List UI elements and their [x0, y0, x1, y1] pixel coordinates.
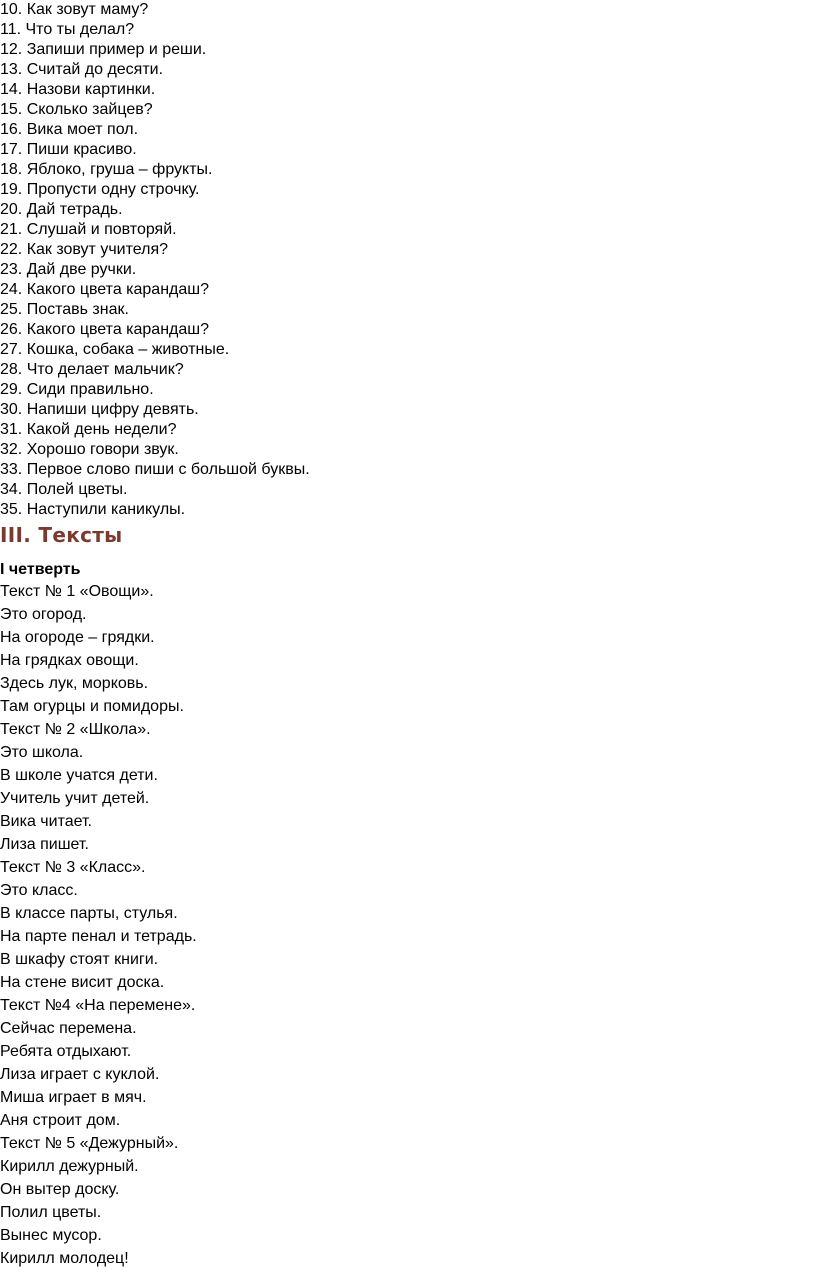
list-item: 25. Поставь знак.	[0, 301, 129, 318]
list-item: 13. Считай до десяти.	[0, 61, 164, 78]
text-line: Кирилл молодец!	[0, 1250, 129, 1267]
list-item: 21. Слушай и повторяй.	[0, 221, 177, 238]
list-item: 14. Назови картинки.	[0, 81, 156, 98]
list-item: 31. Какой день недели?	[0, 421, 177, 438]
list-item: 11. Что ты делал?	[0, 21, 135, 38]
list-item: 17. Пиши красиво.	[0, 141, 137, 158]
text-title: Текст № 3 «Класс».	[0, 859, 146, 876]
list-item: 15. Сколько зайцев?	[0, 101, 153, 118]
text-line: Полил цветы.	[0, 1204, 102, 1221]
list-item: 20. Дай тетрадь.	[0, 201, 123, 218]
texts-content	[0, 580, 816, 1270]
text-line: На грядках овощи.	[0, 652, 139, 669]
list-item: 27. Кошка, собака – животные.	[0, 341, 230, 358]
list-item: 29. Сиди правильно.	[0, 381, 154, 398]
list-item: 30. Напиши цифру девять.	[0, 401, 199, 418]
list-item: 16. Вика моет пол.	[0, 121, 139, 138]
text-line: Аня строит дом.	[0, 1112, 121, 1129]
text-line: В шкафу стоят книги.	[0, 951, 159, 968]
text-line: Там огурцы и помидоры.	[0, 698, 184, 715]
list-item: 19. Пропусти одну строчку.	[0, 181, 200, 198]
text-line: Кирилл дежурный.	[0, 1158, 139, 1175]
list-item: 24. Какого цвета карандаш?	[0, 281, 210, 298]
text-line: Здесь лук, морковь.	[0, 675, 149, 692]
text-line: Сейчас перемена.	[0, 1020, 137, 1037]
text-title: Текст № 2 «Школа».	[0, 721, 151, 738]
text-line: Ребята отдыхают.	[0, 1043, 132, 1060]
text-line: Лиза пишет.	[0, 836, 89, 853]
text-line: На парте пенал и тетрадь.	[0, 928, 197, 945]
text-line: На стене висит доска.	[0, 974, 165, 991]
text-line: В школе учатся дети.	[0, 767, 158, 784]
text-line: Миша играет в мяч.	[0, 1089, 147, 1106]
section-heading: III. Тексты	[0, 523, 123, 547]
list-item: 23. Дай две ручки.	[0, 261, 137, 278]
text-line: Вика читает.	[0, 813, 92, 830]
text-line: Учитель учит детей.	[0, 790, 150, 807]
text-line: Это класс.	[0, 882, 78, 899]
numbered-phrase-list	[0, 0, 816, 520]
text-line: На огороде – грядки.	[0, 629, 155, 646]
text-line: В классе парты, стулья.	[0, 905, 178, 922]
list-item: 33. Первое слово пиши с большой буквы.	[0, 461, 310, 478]
list-item: 10. Как зовут маму?	[0, 1, 149, 18]
list-item: 34. Полей цветы.	[0, 481, 128, 498]
list-item: 35. Наступили каникулы.	[0, 501, 186, 518]
list-item: 26. Какого цвета карандаш?	[0, 321, 210, 338]
text-line: Он вытер доску.	[0, 1181, 120, 1198]
list-item: 32. Хорошо говори звук.	[0, 441, 179, 458]
list-item: 28. Что делает мальчик?	[0, 361, 184, 378]
text-line: Лиза играет с куклой.	[0, 1066, 160, 1083]
list-item: 12. Запиши пример и реши.	[0, 41, 207, 58]
text-line: Это школа.	[0, 744, 84, 761]
text-title: Текст № 5 «Дежурный».	[0, 1135, 179, 1152]
text-title: Текст №4 «На перемене».	[0, 997, 196, 1014]
list-item: 22. Как зовут учителя?	[0, 241, 169, 258]
list-item: 18. Яблоко, груша – фрукты.	[0, 161, 213, 178]
quarter-heading: I четверть	[0, 561, 81, 578]
text-line: Вынес мусор.	[0, 1227, 102, 1244]
text-title: Текст № 1 «Овощи».	[0, 583, 154, 600]
text-line: Это огород.	[0, 606, 87, 623]
